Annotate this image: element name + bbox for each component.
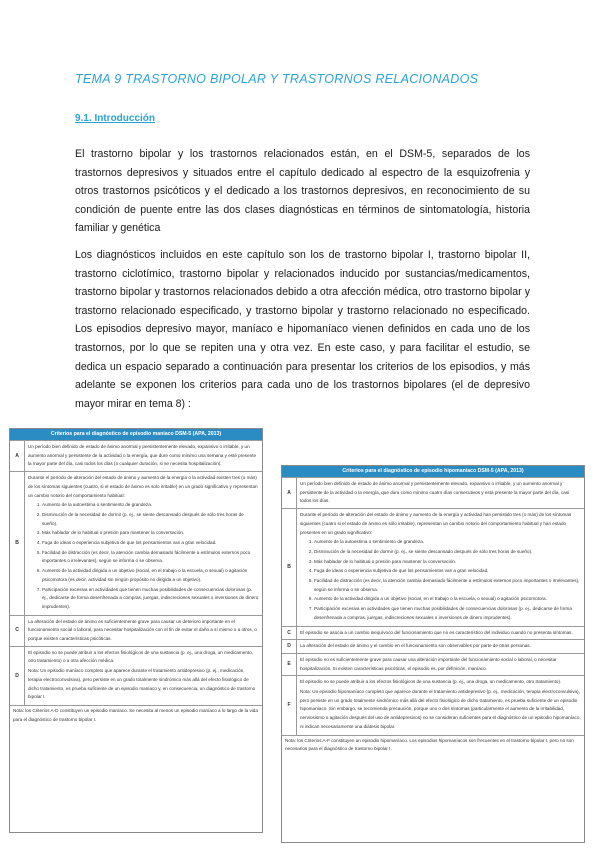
- criterion-letter: A: [282, 478, 297, 508]
- criterion-row: [282, 477, 584, 508]
- criterion-text: Un período bien definido de estado de ánimo anormal y persistentemente elevado, expansivo o irritable, y un aumento anormal y persistente de la actividad o la energía, que dura como mínimo cuatro días consecutivos y está presente la mayor parte del día, casi todos los días.: [300, 481, 570, 504]
- criterion-letter: F: [282, 676, 297, 734]
- criterion-letter: B: [10, 472, 25, 615]
- intro-paragraph: El trastorno bipolar y los trastornos relacionados están, en el DSM-5, separados de los trastornos depresivos y situados entre el capítulo dedicado al espectro de la esquizofrenia y otros trastornos psicóticos y el dedicado a los trastornos depresivos, en reconocimiento de su condición de puente entre las dos clases diagnósticas en términos de sintomatología, historia familiar y genética: [75, 148, 530, 235]
- symptom-item: 3. Más hablador de lo habitual o presión para mantener la conversación.: [314, 558, 581, 567]
- criterion-cell: [297, 509, 584, 625]
- table-footnote: Nota: los Criterios A-F constituyen un episodio hipomaníaco. Los episodios hipomaníacos son frecuentes en el trastorno bipolar I, pero no son necesarios para el diagnóstico de trastorno bipolar I.: [282, 735, 584, 755]
- hypomanic-table-header: Criterios para el diagnóstico de episodio hipomaníaco DSM-5 (APA, 2013): [282, 466, 584, 477]
- table-footnote: Nota: los Criterios A-D constituyen un episodio maníaco. Se necesita al menos un episodio maníaco a lo largo de la vida para el diagnóstico de trastorno bipolar I.: [10, 705, 262, 725]
- criterion-letter: B: [282, 509, 297, 625]
- symptom-item: 2. Disminución de la necesidad de dormir (p. ej., se siente descansado después de sólo tres horas de sueño).: [42, 511, 259, 528]
- symptom-list: [300, 538, 581, 622]
- criterion-row: [282, 675, 584, 734]
- symptom-item: 6. Aumento de la actividad dirigida a un objetivo (social, en el trabajo o la escuela, o sexual) o agitación psicomotora (es decir, actividad sin ningún propósito no dirigida a un objetivo).: [42, 567, 259, 584]
- criterion-intro: Durante el período de alteración del estado de ánimo y aumento de la energía o la actividad existen tres (o más) de los síntomas siguientes (cuatro, si el estado de ánimo es solo irritable) en un grado significativo y representan un cambio notorio del comportamiento habitual:: [28, 475, 258, 498]
- criterion-letter: D: [282, 640, 297, 653]
- diagnoses-paragraph: Los diagnósticos incluidos en este capítulo son los de trastorno bipolar I, trastorno bipolar II, trastorno ciclotímico, trastorno bipolar y relacionados inducido por sustancias/medicamentos, trastorno bipolar y trastornos relacionados debido a otra afección médica, otro trastorno bipolar y trastorno relacionado especificado, y trastorno bipolar y trastorno relacionado no especificado. Los episodios depresivo mayor, maníaco e hipomaníaco vienen definidos en cada uno de los trastornos, por lo que se repiten una y otra vez. En este caso, y para facilitar el estudio, se dedica un espacio separado a continuación para presentar los criterios de los episodios, y más adelante se exponen los criterios para cada uno de los trastornos bipolares (el de depresivo mayor mirar en tema 8) :: [75, 249, 530, 410]
- criterion-text: La alteración del estado de ánimo es suficientemente grave para causar un deterioro importante en el funcionamiento social o laboral, para necesitar hospitalización con el fin de evitar el daño a sí mismo o a otros, o porque existen características psicóticas.: [28, 618, 257, 642]
- criterion-text: Un período bien definido de estado de ánimo anormal y persistentemente elevado, expansivo o irritable, y un aumento anormal y persistente de la actividad o la energía, que dure como mínimo una semana y esté presente la mayor parte del día, casi todos los días (o cualquier duración, si se necesita hospitalización).: [28, 444, 257, 467]
- hypomanic-episode-table: [281, 465, 585, 843]
- criterion-row: [10, 646, 262, 705]
- symptom-item: 7. Participación excesiva en actividades que tienen muchas posibilidades de consecuencias dolorosas (p. ej., dedicarse de forma desenfrenada a compras, juergas, indiscreciones sexuales o inversiones de dinero imprudentes).: [42, 586, 259, 612]
- symptom-item: 7. Participación excesiva en actividades que tienen muchas posibilidades de consecuencias dolorosas (p. ej., dedicarse de forma desenfrenada a compras, juergas, indiscreciones sexuales o inversiones de dinero imprudentes).: [314, 605, 581, 622]
- symptom-item: 6. Aumento de la actividad dirigida a un objetivo (social, en el trabajo o la escuela, o sexual) o agitación psicomotora.: [314, 595, 581, 604]
- criterion-intro: Durante el período de alteración del estado de ánimo y aumento de la energía y actividad han persistido tres (o más) de los síntomas siguientes (cuatro si el estado de ánimo es sólo irritable), representan un cambio notorio del comportamiento habitual y han estado presentes en un grado significativo:: [300, 512, 572, 535]
- criterion-note: Nota: Un episodio hipomaníaco completo que aparece durante el tratamiento antidepresivo (p. ej., medicación, terapia electroconvulsiva), pero persiste en un grado totalmente sindrómico más allá del efecto fisiológico de dicho tratamiento, es prueba suficiente de un episodio hipomaníaco. Sin embargo, se recomienda precaución, porque uno o dos síntomas (particularmente el aumento de la irritabilidad, nerviosismo o agitación después del uso de antidepresivos) no se consideran suficientes para el diagnóstico de un episodio hipomaníaco, ni indican necesariamente una diátesis bipolar.: [300, 689, 581, 729]
- manic-episode-table: [9, 428, 263, 833]
- criterion-text: El episodio no es suficientemente grave para causar una alteración importante del funcionamiento social o laboral, o necesitar hospitalización. Si existen características psicóticas, el episodio es, por definición, maníaco.: [300, 656, 557, 671]
- criterion-letter: A: [10, 441, 25, 471]
- symptom-item: 2. Disminución de la necesidad de dormir (p. ej., se siente descansado después de sólo tres horas de sueño).: [314, 548, 581, 557]
- criterion-cell: [25, 472, 262, 615]
- criterion-cell: [297, 676, 584, 734]
- criterion-row: [282, 653, 584, 675]
- criterion-note: Nota: Un episodio maníaco completo que aparece durante el tratamiento antidepresivo (p. ej., medicación, terapia electroconvulsiva), pero persiste en un grado totalmente sindrómico más allá del efecto fisiológico de dicho tratamiento, es prueba suficiente de un episodio maníaco y, en consecuencia, un diagnóstico de trastorno bipolar I.: [28, 668, 256, 700]
- manic-table-header: Criterios para el diagnóstico de episodio maníaco DSM-5 (APA, 2013): [10, 429, 262, 440]
- criterion-letter: D: [10, 647, 25, 705]
- symptom-item: 1. Aumento de la autoestima o sentimiento de grandeza.: [42, 501, 259, 510]
- criterion-row: [10, 471, 262, 615]
- criterion-text: El episodio no se puede atribuir a los efectos fisiológicos de una sustancia (p. ej., una droga, un medicamento, otro tratamiento).: [300, 679, 562, 685]
- symptom-item: 5. Facilidad de distracción (es decir, la atención cambia demasiado fácilmente a estímulos externos poco importantes o irrelevantes), según se informa o se observa.: [314, 577, 581, 594]
- criterion-letter: C: [10, 616, 25, 646]
- symptom-list: [28, 501, 259, 611]
- page-title: TEMA 9 TRASTORNO BIPOLAR Y TRASTORNOS RELACIONADOS: [75, 72, 479, 86]
- criterion-letter: C: [282, 627, 297, 640]
- criterion-row: [10, 615, 262, 646]
- symptom-item: 4. Fuga de ideas o experiencia subjetiva de que los pensamientos van a gran velocidad.: [314, 567, 581, 576]
- criterion-text: El episodio se asocia a un cambio inequívoco del funcionamiento que no es característico del individuo cuando no presenta síntomas.: [300, 629, 573, 635]
- criterion-row: [282, 639, 584, 653]
- criterion-row: [282, 508, 584, 625]
- criterion-cell: [25, 647, 262, 705]
- criterion-letter: E: [282, 654, 297, 675]
- symptom-item: 1. Aumento de la autoestima o sentimiento de grandeza.: [314, 538, 581, 547]
- symptom-item: 5. Facilidad de distracción (es decir, la atención cambia demasiado fácilmente a estímulos externos poco importantes o irrelevantes), según se informa o se observa.: [42, 549, 259, 566]
- criterion-text: La alteración del estado de ánimo y el cambio en el funcionamiento son observables por parte de otras personas.: [300, 643, 531, 649]
- section-title: 9.1. Introducción: [75, 113, 156, 124]
- criterion-text: El episodio no se puede atribuir a los efectos fisiológicos de una sustancia (p. ej., una droga, un medicamento, otro tratamiento) o a otra afección médica.: [28, 649, 253, 664]
- symptom-item: 3. Más hablador de lo habitual o presión para mantener la conversación.: [42, 529, 259, 538]
- symptom-item: 4. Fuga de ideas o experiencia subjetiva de que los pensamientos van a gran velocidad.: [42, 539, 259, 548]
- criterion-row: [282, 626, 584, 640]
- criterion-row: [10, 440, 262, 471]
